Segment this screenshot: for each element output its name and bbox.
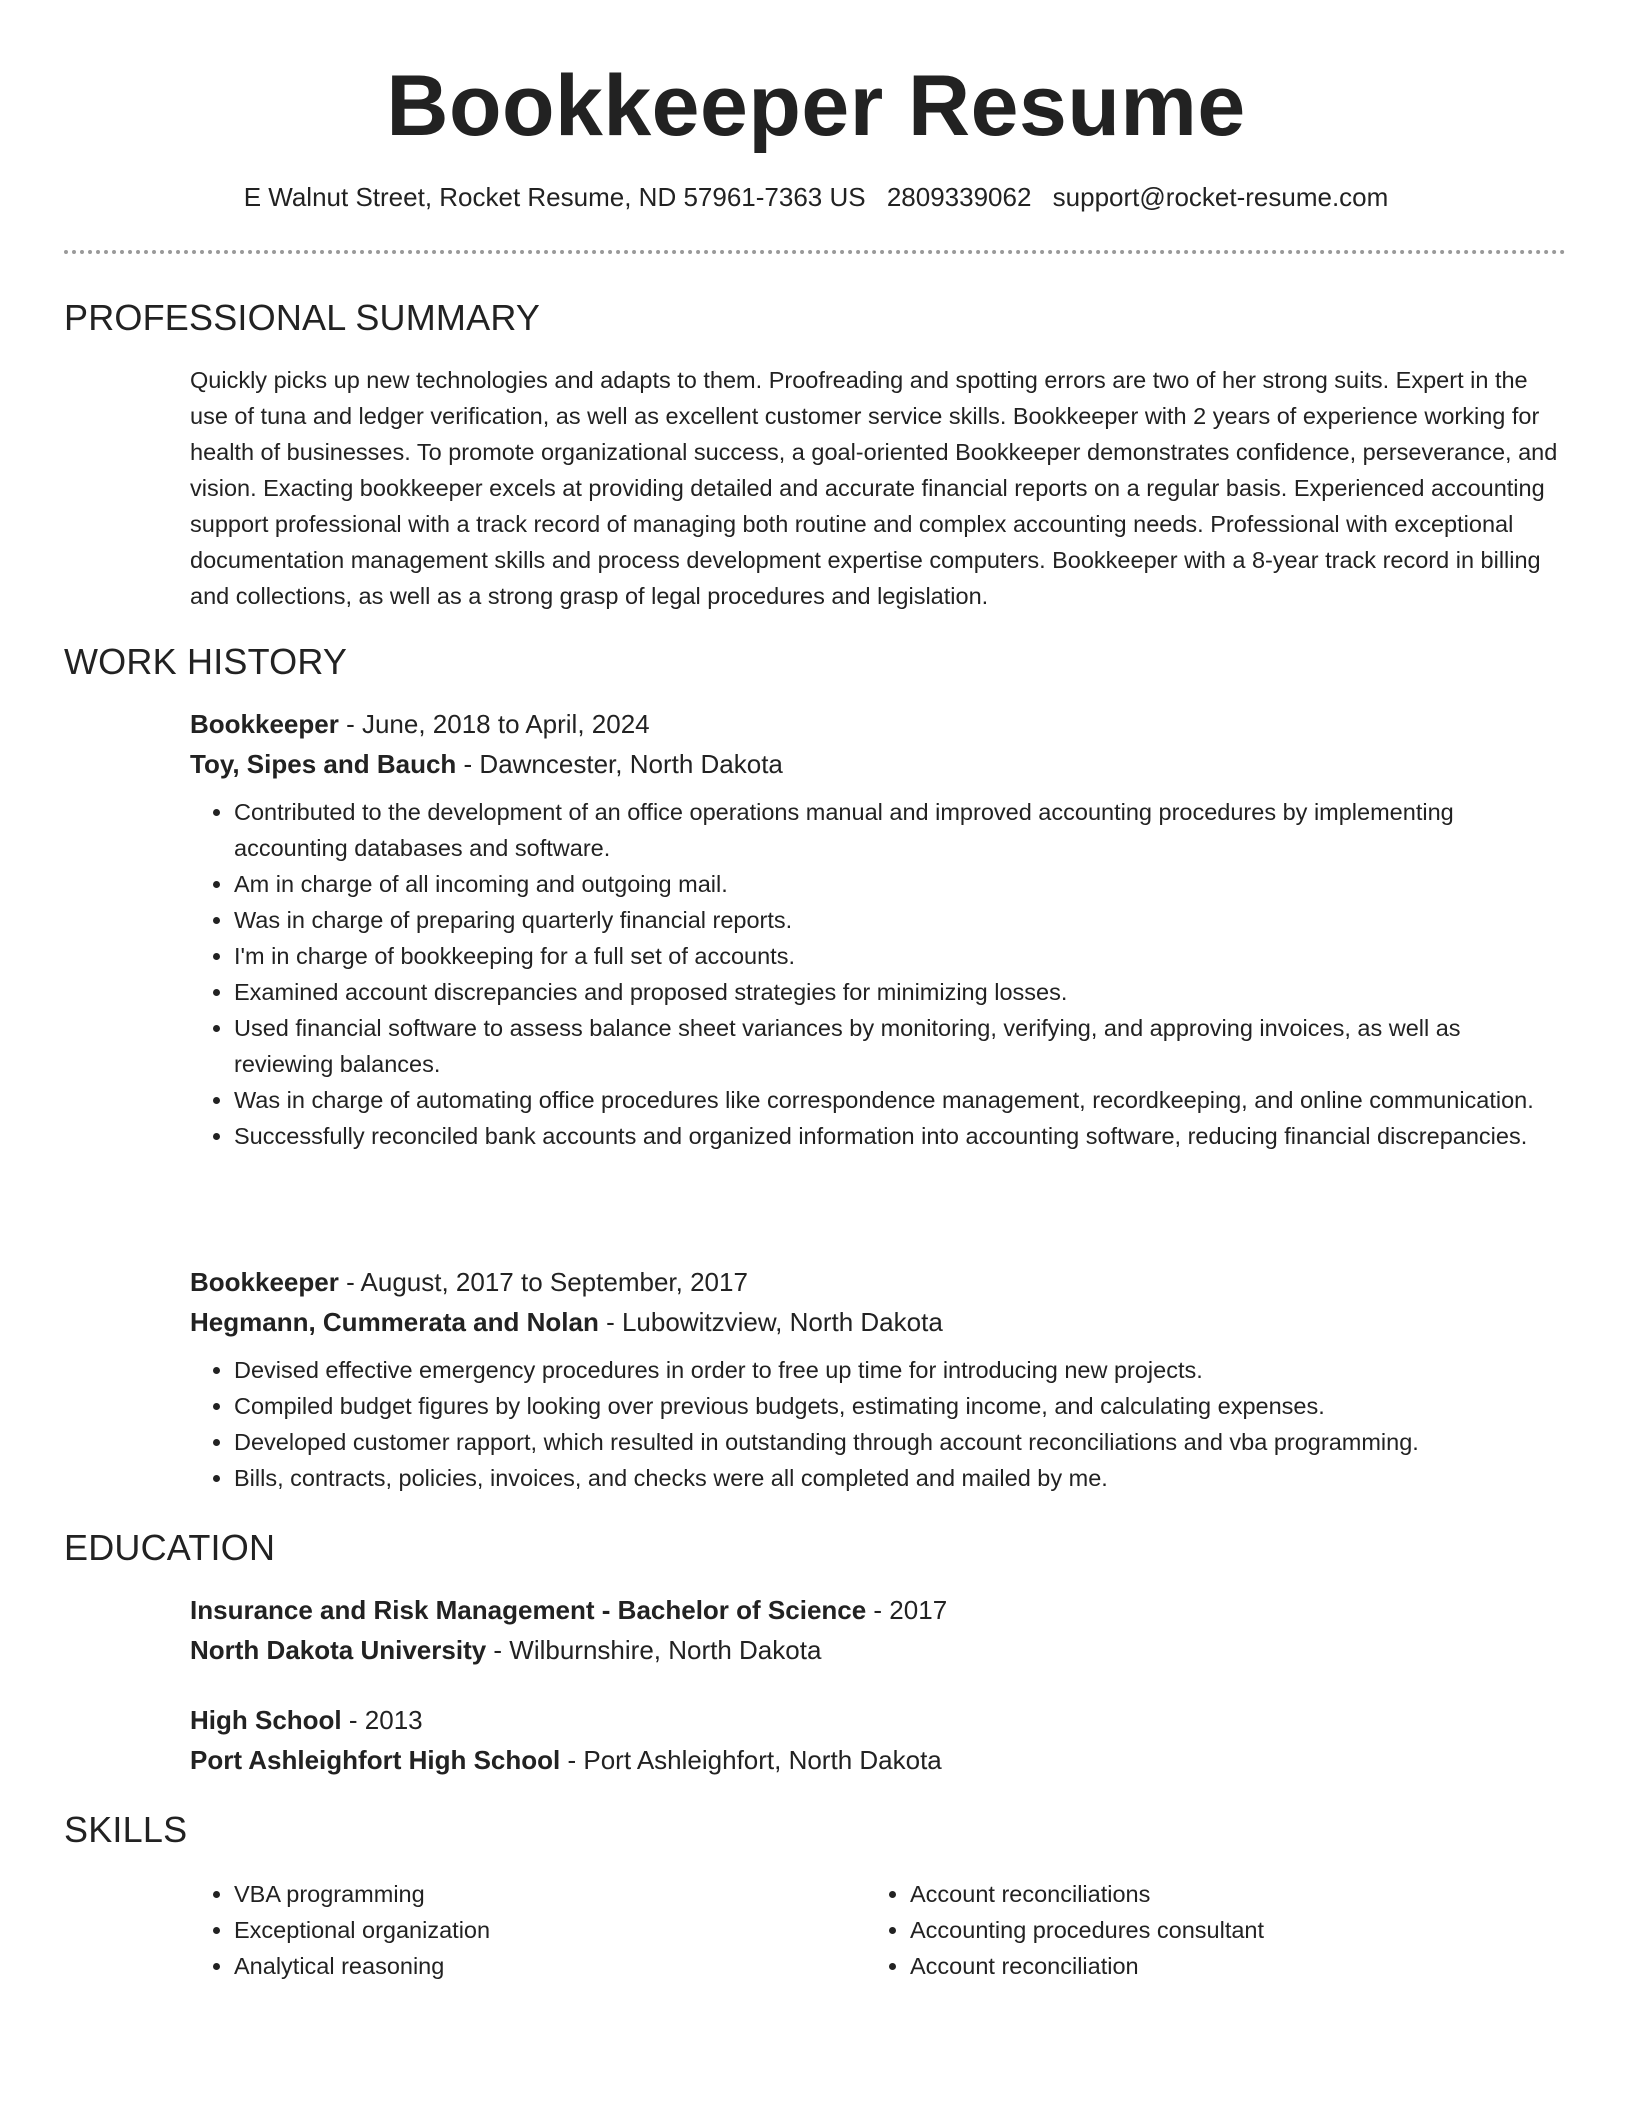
list-item: • Devised effective emergency procedures in order to free up time for introducing new projects. — [234, 1352, 1566, 1388]
degree-year: - 2017 — [866, 1595, 948, 1625]
skills-column-right — [866, 1876, 1566, 1984]
skills-list — [190, 1876, 830, 1984]
list-item: • Developed customer rapport, which resulted in outstanding through account reconciliations and vba programming. — [234, 1424, 1566, 1460]
list-item: • Used financial software to assess balance sheet variances by monitoring, verifying, and approving invoices, as well as reviewing balances. — [234, 1010, 1566, 1082]
skill-item: • VBA programming — [234, 1876, 830, 1912]
job-title-line — [190, 1262, 1566, 1302]
summary-section — [190, 362, 1566, 614]
education-entry — [190, 1700, 1566, 1780]
skill-item: • Account reconciliation — [910, 1948, 1566, 1984]
list-item: • Examined account discrepancies and proposed strategies for minimizing losses. — [234, 974, 1566, 1010]
education-entry — [190, 1590, 1566, 1670]
job-company: Hegmann, Cummerata and Nolan — [190, 1307, 599, 1337]
skills-column-left — [190, 1876, 830, 1984]
degree-name: High School — [190, 1705, 342, 1735]
list-item: • I'm in charge of bookkeeping for a full set of accounts. — [234, 938, 1566, 974]
job-dates: - August, 2017 to September, 2017 — [338, 1267, 748, 1297]
list-item: • Successfully reconciled bank accounts and organized information into accounting software, reducing financial discrepancies. — [234, 1118, 1566, 1154]
school-line — [190, 1740, 1566, 1780]
list-item: • Am in charge of all incoming and outgoing mail. — [234, 866, 1566, 902]
job-location: - Lubowitzview, North Dakota — [598, 1307, 943, 1337]
list-item: • Contributed to the development of an office operations manual and improved accounting procedures by implementing accounting databases and software. — [234, 794, 1566, 866]
education-heading: EDUCATION — [64, 1527, 276, 1568]
job-title-line — [190, 704, 1566, 744]
address-text: E Walnut Street, Rocket Resume, ND 57961-7363 US — [243, 182, 866, 212]
job-entry — [190, 704, 1566, 1154]
skill-item: • Exceptional organization — [234, 1912, 830, 1948]
job-company: Toy, Sipes and Bauch — [190, 749, 457, 779]
skill-item: • Analytical reasoning — [234, 1948, 830, 1984]
summary-heading: PROFESSIONAL SUMMARY — [64, 297, 541, 338]
email-text: support@rocket-resume.com — [1052, 182, 1389, 212]
list-item: • Was in charge of automating office procedures like correspondence management, recordkeeping, and online communication. — [234, 1082, 1566, 1118]
job-title: Bookkeeper — [190, 1267, 339, 1297]
job-entry — [190, 1262, 1566, 1496]
skill-item: • Accounting procedures consultant — [910, 1912, 1566, 1948]
school-location: - Port Ashleighfort, North Dakota — [560, 1745, 942, 1775]
degree-line — [190, 1700, 1566, 1740]
job-bullets — [190, 794, 1566, 1154]
job-title: Bookkeeper — [190, 709, 339, 739]
list-item: • Compiled budget figures by looking over previous budgets, estimating income, and calculating expenses. — [234, 1388, 1566, 1424]
skills-heading: SKILLS — [64, 1809, 188, 1850]
school-line — [190, 1630, 1566, 1670]
work-history-heading: WORK HISTORY — [64, 641, 348, 682]
skills-list — [866, 1876, 1566, 1984]
skill-item: • Account reconciliations — [910, 1876, 1566, 1912]
list-item: • Bills, contracts, policies, invoices, and checks were all completed and mailed by me. — [234, 1460, 1566, 1496]
school-name: Port Ashleighfort High School — [190, 1745, 561, 1775]
contact-info — [0, 180, 1632, 214]
degree-year: - 2013 — [341, 1705, 423, 1735]
job-company-line — [190, 744, 1566, 784]
job-bullets — [190, 1352, 1566, 1496]
degree-line — [190, 1590, 1566, 1630]
job-location: - Dawncester, North Dakota — [456, 749, 783, 779]
header-divider — [64, 250, 1566, 254]
summary-text: Quickly picks up new technologies and adapts to them. Proofreading and spotting errors are two of her strong suits. Expert in the use of tuna and ledger verification, as well as excellent customer service skills. Bookkeeper with 2 years of experience working for health of businesses. To promote organizational success, a goal-oriented Bookkeeper demonstrates confidence, perseverance, and vision. Exacting bookkeeper excels at providing detailed and accurate financial reports on a regular basis. Experienced accounting support professional with a track record of managing both routine and complex accounting needs. Professional with exceptional documentation management skills and process development expertise computers. Bookkeeper with a 8-year track record in billing and collections, as well as a strong grasp of legal procedures and legislation. — [190, 367, 1558, 609]
resume-title: Bookkeeper Resume — [386, 58, 1246, 154]
phone-text: 2809339062 — [886, 182, 1032, 212]
degree-name: Insurance and Risk Management - Bachelor of Science — [190, 1595, 867, 1625]
job-dates: - June, 2018 to April, 2024 — [338, 709, 650, 739]
school-location: - Wilburnshire, North Dakota — [486, 1635, 822, 1665]
list-item: • Was in charge of preparing quarterly financial reports. — [234, 902, 1566, 938]
school-name: North Dakota University — [190, 1635, 487, 1665]
job-company-line — [190, 1302, 1566, 1342]
